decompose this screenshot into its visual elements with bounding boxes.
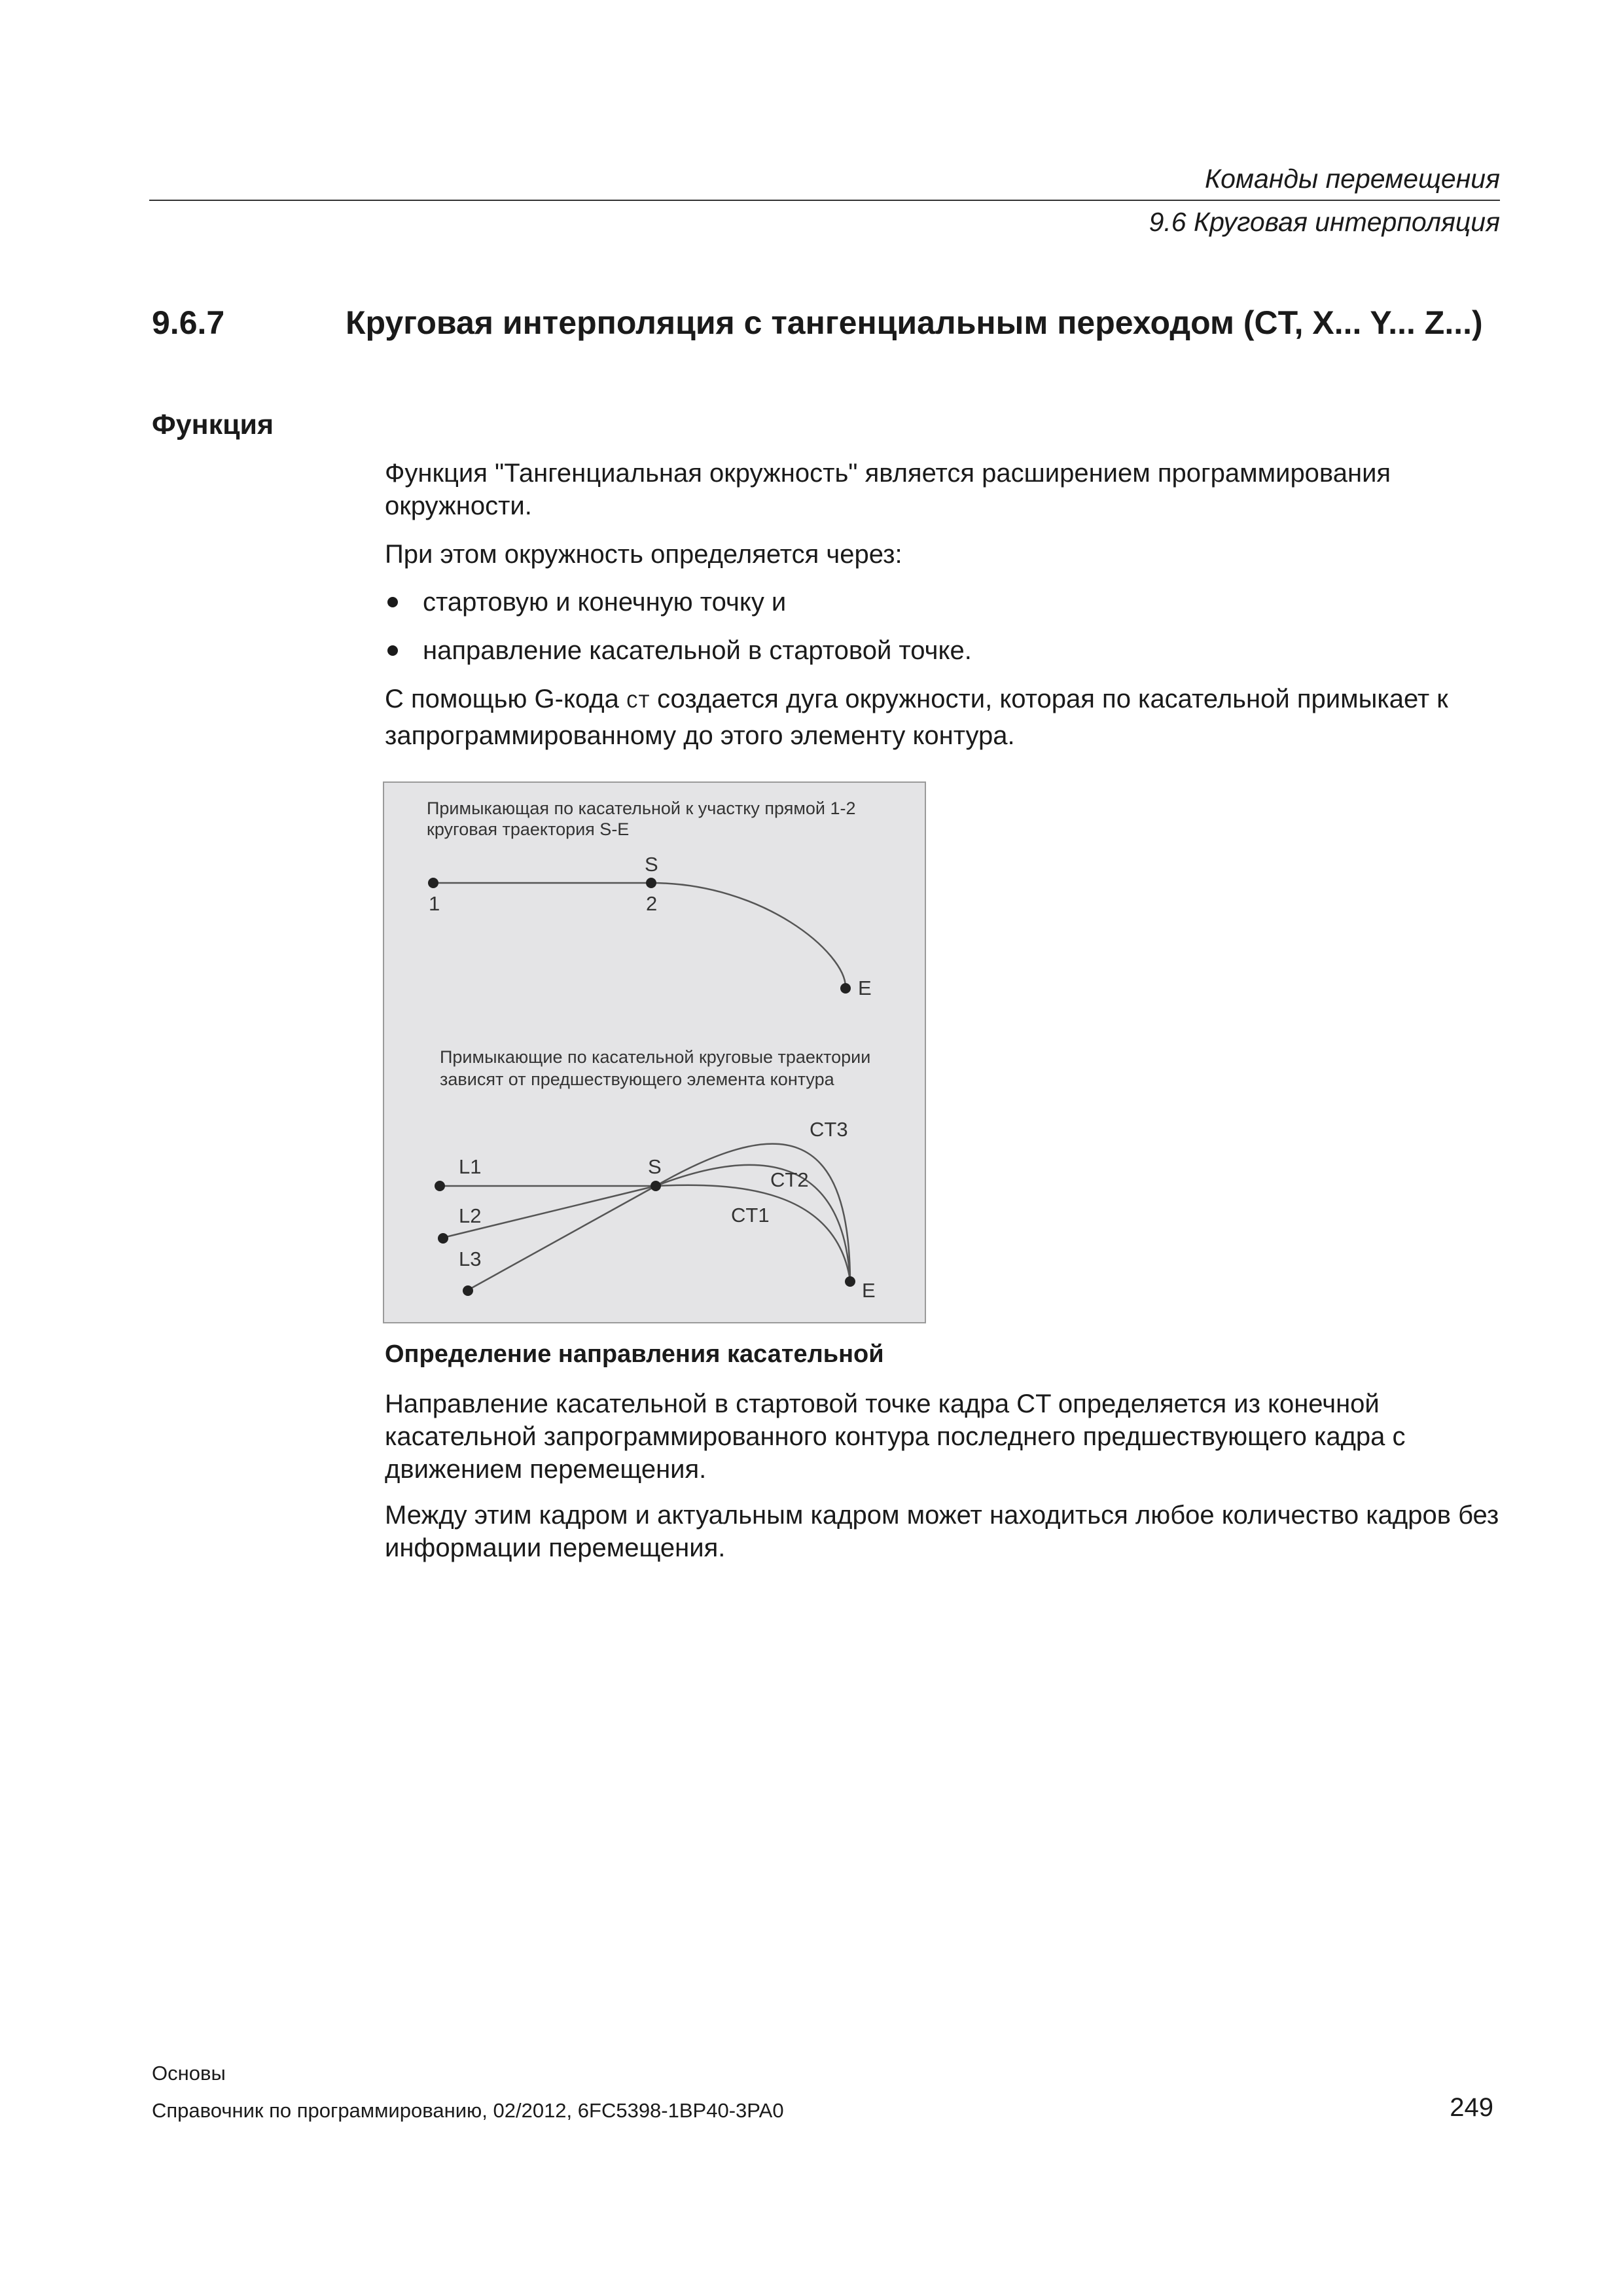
figure-svg	[384, 783, 925, 1322]
paragraph-ct-text-before: С помощью G-кода	[385, 685, 626, 713]
paragraph-tangent-direction: Направление касательной в стартовой точке кадра CT определяется из конечной касательной запрограммированного контура последнего предшествующего кадра с движением перемещения.	[385, 1390, 1406, 1484]
function-heading: Функция	[152, 409, 274, 440]
label-s-top: S	[645, 853, 658, 876]
paragraph-intro: Функция "Тангенциальная окружность" является расширением программирования окружности.	[385, 459, 1391, 520]
list-item-text: стартовую и конечную точку и	[423, 588, 787, 617]
paragraph-intermediate-blocks: Между этим кадром и актуальным кадром может находиться любое количество кадров без информации перемещения.	[385, 1501, 1499, 1562]
point-l3-dot	[463, 1285, 473, 1296]
label-ct3: CT3	[810, 1118, 848, 1141]
figure-caption-top-line1: Примыкающая по касательной к участку прямой 1-2	[427, 798, 856, 818]
tangent-direction-heading: Определение направления касательной	[385, 1340, 884, 1368]
header-rule	[149, 200, 1500, 201]
running-header-section: 9.6 Круговая интерполяция	[1149, 207, 1500, 237]
label-l3: L3	[459, 1247, 482, 1270]
point-s-dot	[646, 878, 656, 888]
point-s-bottom-dot	[651, 1181, 661, 1191]
footer-document-id: Справочник по программированию, 02/2012, 6FC5398-1BP40-3PA0	[152, 2099, 784, 2122]
figure-caption-bottom-line2: зависят от предшествующего элемента контура	[440, 1069, 834, 1089]
paragraph-ct-code	[385, 683, 1510, 752]
label-s-bottom: S	[648, 1155, 662, 1178]
label-l2: L2	[459, 1204, 482, 1227]
running-header-chapter: Команды перемещения	[1204, 164, 1500, 194]
label-e-top: E	[858, 977, 872, 999]
line-l3	[468, 1186, 656, 1290]
bullet-icon	[387, 597, 398, 607]
tangential-circle-figure	[383, 781, 926, 1323]
point-l2-dot	[438, 1233, 448, 1244]
figure-caption-top-line2: круговая траектория S-E	[427, 819, 630, 839]
bullet-icon	[387, 645, 398, 656]
section-title: Круговая интерполяция с тангенциальным переходом (CT, X... Y... Z...)	[346, 304, 1483, 341]
label-2: 2	[646, 892, 658, 915]
paragraph-definition: При этом окружность определяется через:	[385, 540, 902, 569]
paragraph-ct-text-after: создается дуга окружности, которая по касательной примыкает к запрограммированному до этого элементу контура.	[385, 685, 1448, 750]
label-1: 1	[429, 892, 440, 915]
page-number: 249	[1450, 2093, 1493, 2122]
definition-list	[385, 586, 1497, 683]
point-e-bottom-dot	[845, 1276, 855, 1287]
label-ct2: CT2	[770, 1168, 809, 1191]
footer-title: Основы	[152, 2062, 226, 2085]
label-ct1: CT1	[731, 1204, 770, 1227]
list-item	[385, 634, 1497, 667]
section-number: 9.6.7	[152, 304, 225, 341]
arc-ct1	[656, 1185, 850, 1280]
list-item-text: направление касательной в стартовой точке.	[423, 636, 972, 665]
label-e-bottom: E	[862, 1279, 876, 1302]
figure-caption-bottom-line1: Примыкающие по касательной круговые траектории	[440, 1047, 871, 1067]
list-item	[385, 586, 1497, 619]
point-1-dot	[428, 878, 438, 888]
arc-s-e	[651, 883, 846, 987]
point-e-dot	[840, 983, 851, 994]
label-l1: L1	[459, 1155, 482, 1178]
point-l1-dot	[435, 1181, 445, 1191]
ct-code: CT	[626, 692, 650, 714]
